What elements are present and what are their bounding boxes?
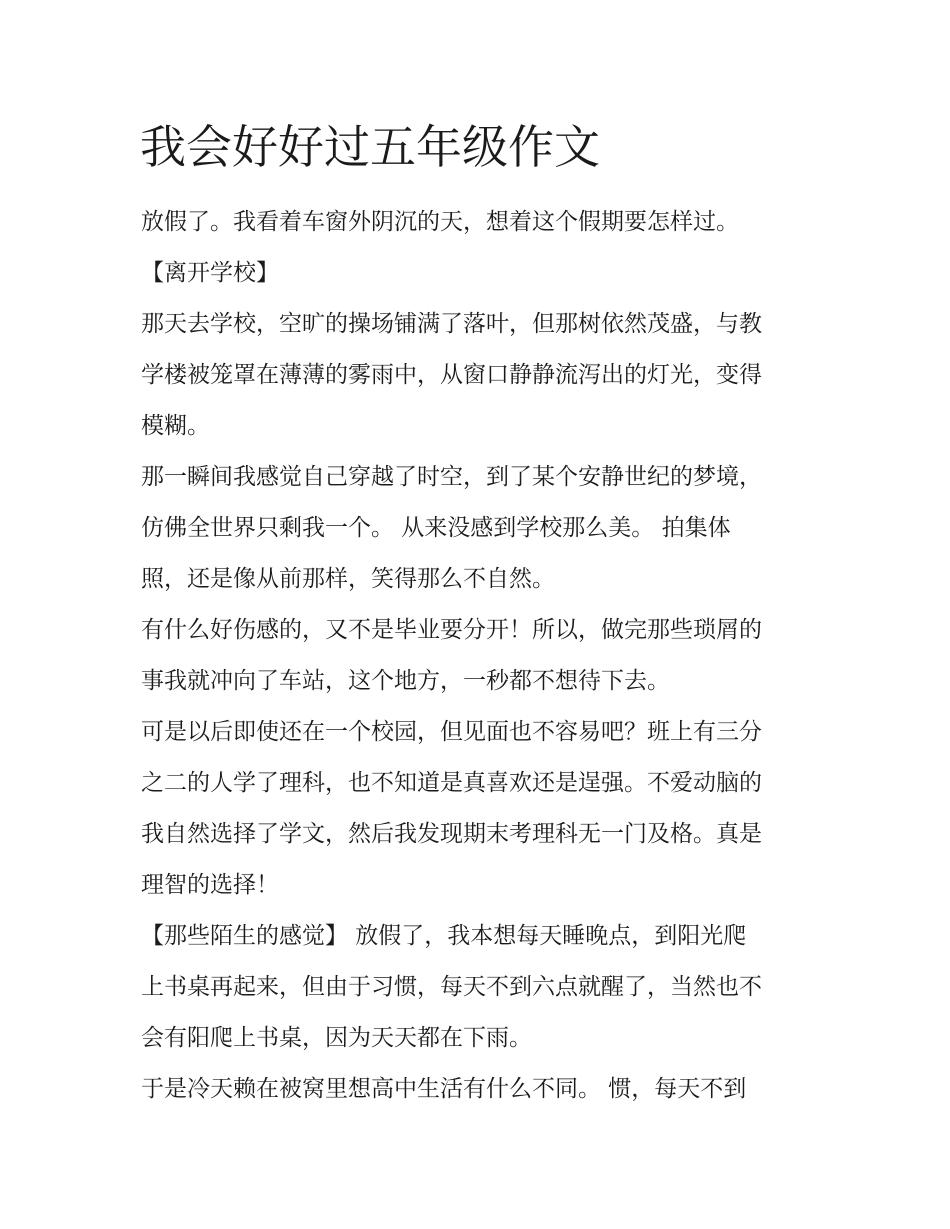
text-line: 我自然选择了学文，然后我发现期末考理科无一门及格。真是 [141,821,762,847]
text-line: 那天去学校，空旷的操场铺满了落叶，但那树依然茂盛，与教 [141,311,762,337]
text-line: 会有阳爬上书桌，因为天天都在下雨。 [141,1025,532,1051]
text-line: 上书桌再起来，但由于习惯，每天不到六点就醒了，当然也不 [141,974,762,1000]
text-line: 放假了。我看着车窗外阴沉的天，想着这个假期要怎样过。 [141,209,739,235]
text-line: 可是以后即使还在一个校园，但见面也不容易吧？班上有三分 [141,719,762,745]
text-line: 照，还是像从前那样，笑得那么不自然。 [141,566,555,592]
text-line: 有什么好伤感的，又不是毕业要分开！所以，做完那些琐屑的 [141,617,762,643]
text-line: 事我就冲向了车站，这个地方，一秒都不想待下去。 [141,668,670,694]
text-line: 理智的选择！ [141,872,279,898]
document-title: 我会好好过五年级作文 [140,120,600,174]
text-line: 之二的人学了理科，也不知道是真喜欢还是逞强。不爱动脑的 [141,770,762,796]
section-heading-leaving-school: 【离开学校】 [141,260,279,286]
text-line: 于是冷天赖在被窝里想高中生活有什么不同。 惯，每天不到 [141,1076,747,1102]
text-line: 那一瞬间我感觉自己穿越了时空，到了某个安静世纪的梦境， [141,464,762,490]
document-body [141,197,821,1115]
section-heading-strange-feelings: 【那些陌生的感觉】 放假了，我本想每天睡晚点，到阳光爬 [141,923,747,949]
text-line: 模糊。 [141,413,210,439]
text-line: 仿佛全世界只剩我一个。 从来没感到学校那么美。 拍集体 [141,515,731,541]
text-line: 学楼被笼罩在薄薄的雾雨中，从窗口静静流泻出的灯光，变得 [141,362,762,388]
